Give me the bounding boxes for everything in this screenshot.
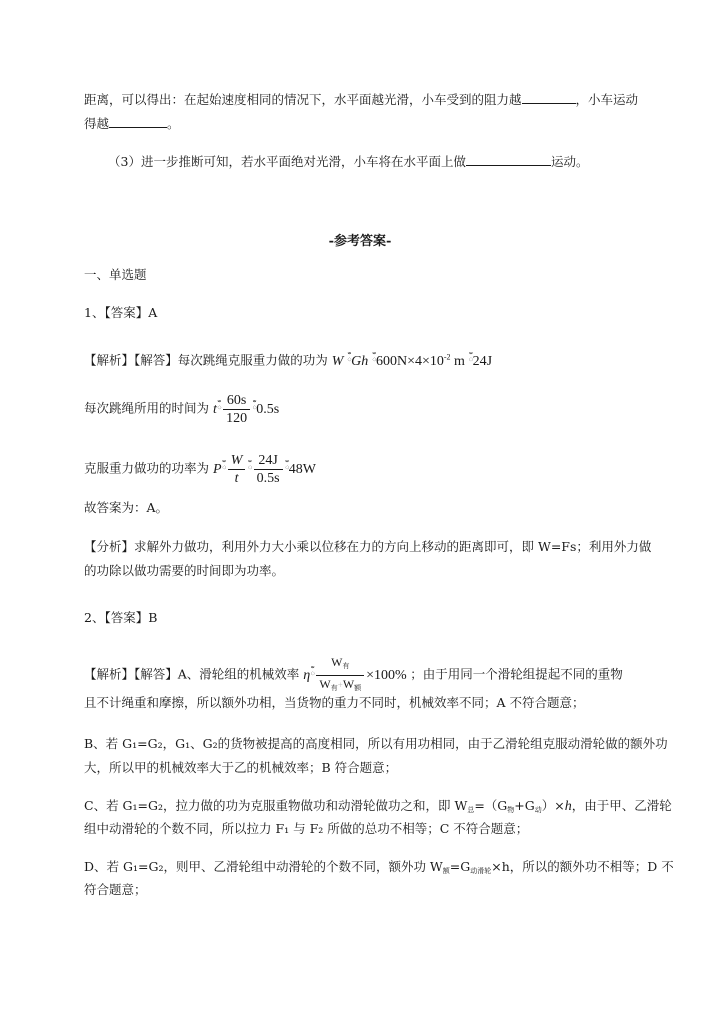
- power-equation: [213, 453, 317, 486]
- q2-a-line-2: 且不计绳重和摩擦，所以额外功相，当货物的重力不同时，机械效率不同；A 不符合题意；: [84, 695, 585, 710]
- w: W: [319, 677, 331, 691]
- equals-symbol: ఀ: [284, 460, 289, 471]
- text: 距离，可以得出：在起始速度相同的情况下，水平面越光滑，小车受到的阻力越: [84, 92, 522, 107]
- text: 运动。: [550, 154, 589, 169]
- fraction: [228, 452, 246, 487]
- equals-symbol: ఀ: [310, 666, 315, 677]
- percent: ×100%: [366, 667, 407, 683]
- q2-answer: 2、【答案】B: [84, 610, 158, 625]
- para-2: [108, 153, 588, 171]
- answer-blank: [522, 91, 576, 104]
- fraction: [316, 654, 364, 697]
- q1-analysis-line: [84, 348, 492, 371]
- subscript: 物: [507, 806, 515, 814]
- value: 600N×4×10: [375, 353, 444, 369]
- exponent: -2: [443, 352, 451, 361]
- fraction: [254, 452, 283, 487]
- text: 【解析】【解答】每次跳绳克服重力做的功为: [84, 352, 328, 368]
- q1-power-line: [84, 452, 316, 487]
- equals-symbol: ఀ: [216, 400, 222, 411]
- var: t: [213, 401, 217, 417]
- q1-answer: 1、【答案】A: [84, 305, 158, 320]
- text: ，由于甲、乙滑轮: [571, 798, 672, 813]
- equals-symbol: ఀ: [221, 460, 226, 471]
- text: +G: [514, 798, 535, 813]
- section-heading: 一、单选题: [84, 267, 147, 282]
- q2-b-line-2: 大，所以甲的机械效率大于乙的机械效率；B 符合题意；: [84, 760, 398, 775]
- text: ，小车运动: [575, 92, 639, 107]
- numerator: 24J: [254, 452, 283, 470]
- text: 。: [167, 116, 180, 131]
- w: W: [331, 655, 343, 669]
- subscript: 总: [467, 806, 475, 814]
- denominator: t: [234, 471, 239, 486]
- text: 【解析】【解答】A、滑轮组的机械效率: [84, 666, 300, 682]
- answer-blank: [466, 153, 551, 166]
- q2-d-line-2: 符合题意；: [84, 882, 147, 897]
- para-1-line-2: [84, 115, 180, 133]
- var: h: [564, 799, 572, 814]
- result: 24J: [472, 353, 493, 369]
- q1-summary-line-1: 【分析】求解外力做功，利用外力大小乘以位移在力的方向上移动的距离即可，即 W=Fs；利用外力做: [84, 539, 652, 554]
- numerator: 60s: [223, 392, 250, 410]
- equals-symbol: ఀ: [468, 352, 473, 363]
- equals-symbol: ఀ: [346, 352, 352, 363]
- subscript: 额: [442, 867, 450, 875]
- answer-key-title: -参考答案-: [328, 234, 392, 249]
- efficiency-equation: [303, 655, 410, 692]
- numerator: [316, 654, 364, 676]
- q1-conclusion: 故答案为：A。: [84, 500, 169, 515]
- text: 克服重力做功的功率为: [84, 460, 210, 476]
- fraction: [223, 392, 250, 427]
- time-equation: [213, 393, 280, 426]
- result: 48W: [288, 461, 317, 477]
- text: ；由于用同一个滑轮组提起不同的重物: [410, 666, 623, 682]
- equals-symbol: ఀ: [252, 400, 257, 411]
- text: ×h，所以的额外功不相等；D 不: [491, 859, 674, 874]
- w: W: [342, 677, 355, 691]
- result: 0.5s: [256, 401, 280, 417]
- denominator: 0.5s: [256, 471, 280, 486]
- subscript: 有: [330, 684, 338, 692]
- subscript: 有: [342, 662, 350, 670]
- equals-symbol: ఀ: [371, 352, 376, 363]
- subscript: 额: [354, 684, 362, 692]
- numerator: W: [228, 452, 246, 470]
- q2-c-line-2: 组中动滑轮的个数不同，所以拉力 F₁ 与 F₂ 所做的总功不相等；C 不符合题意；: [84, 821, 529, 836]
- text: （3）进一步推断可知，若水平面绝对光滑，小车将在水平面上做: [108, 154, 466, 169]
- q1-summary-line-2: 的功除以做功需要的时间即为功率。: [84, 563, 285, 578]
- answer-blank: [109, 115, 167, 128]
- q1-time-line: [84, 392, 279, 427]
- var: Gh: [351, 353, 369, 369]
- text: C、若 G₁=G₂，拉力做的功为克服重物做功和动滑轮做功之和，即 W: [84, 798, 468, 813]
- subscript: 动: [534, 806, 542, 814]
- text: 得越: [84, 116, 110, 131]
- text: =G: [449, 859, 471, 874]
- text: 每次跳绳所用的时间为: [84, 400, 210, 416]
- text: =（G: [474, 798, 508, 813]
- plus: +: [337, 680, 343, 690]
- work-equation: [332, 354, 492, 369]
- eta-symbol: η: [303, 667, 311, 683]
- q2-c-line-1: [84, 797, 672, 819]
- var: P: [213, 461, 222, 477]
- denominator: 120: [226, 411, 248, 426]
- q2-a-line-1: [84, 654, 623, 697]
- para-1-line-1: [84, 91, 638, 109]
- q2-d-line-1: [84, 858, 674, 880]
- unit: m: [454, 353, 465, 369]
- equals-symbol: ఀ: [247, 460, 252, 471]
- text: ）×: [541, 798, 565, 813]
- subscript: 动滑轮: [470, 867, 492, 875]
- var: W: [331, 353, 344, 369]
- text: D、若 G₁=G₂，则甲、乙滑轮组中动滑轮的个数不同，额外功 W: [84, 859, 443, 874]
- q2-b-line-1: B、若 G₁=G₂，G₁、G₂的货物被提高的高度相同，所以有用功相同，由于乙滑轮组克服动滑轮做的额外功: [84, 736, 668, 751]
